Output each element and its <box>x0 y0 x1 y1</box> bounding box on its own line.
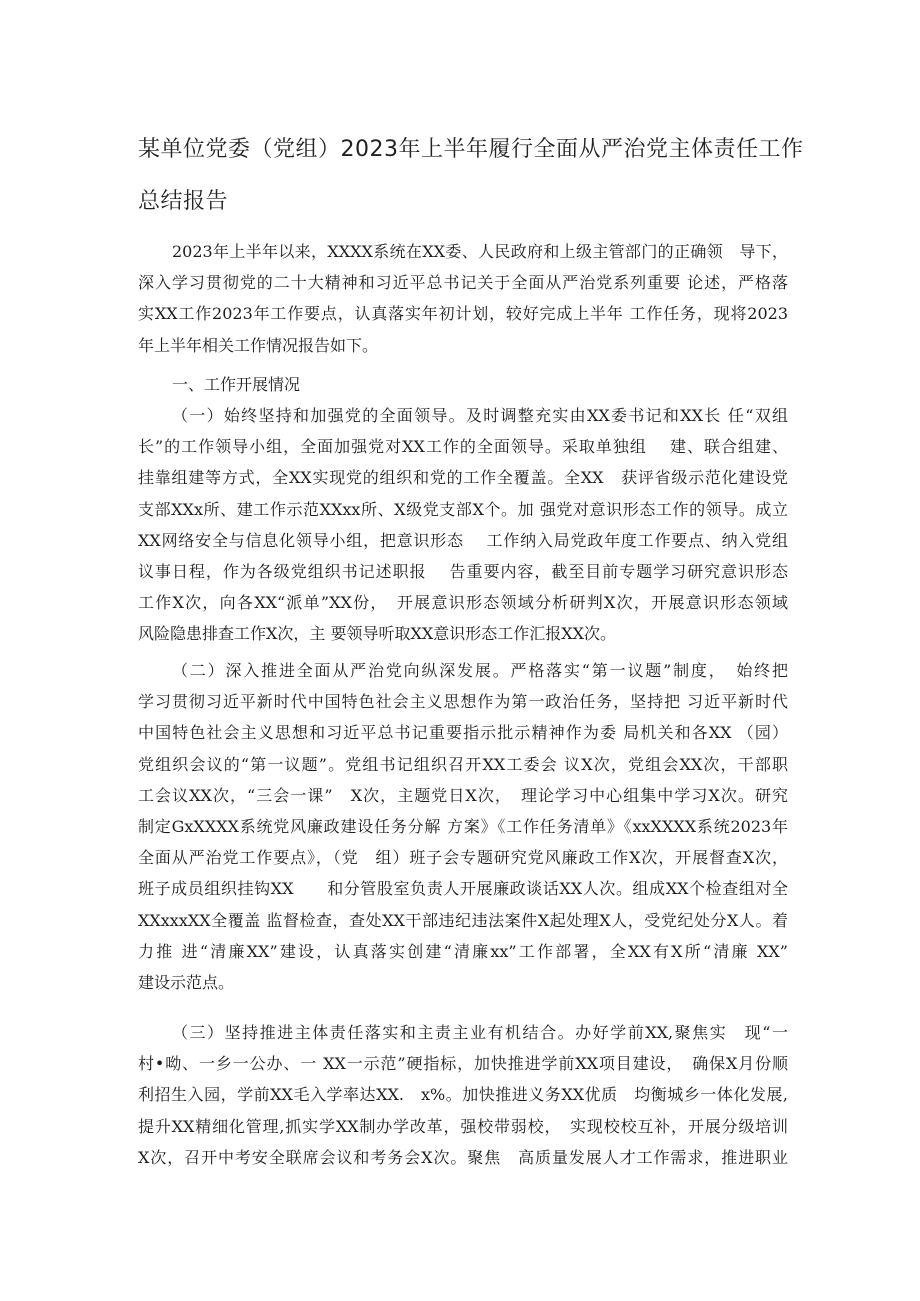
text-line: X次，召开中考安全联席会议和考务会X次。聚焦 高质量发展人才工作需求，推进职业 <box>138 1147 788 1167</box>
text-line: 2023年上半年以来，XXXX系统在XX委、人民政府和上级主管部门的正确领 导下， <box>172 242 788 261</box>
text-line: （三）坚持推进主体责任落实和主责主业有机结合。办好学前XX,聚焦实 现“一 <box>172 1023 788 1042</box>
text-line: 挂靠组建等方式，全XX实现党的组织和党的工作全覆盖。全XX 获评省级示范化建设党 <box>138 468 788 488</box>
text-line: 长”的工作领导小组，全面加强党对XX工作的全面领导。采取单独组 建、联合组建、 <box>138 437 788 457</box>
text-line: （二）深入推进全面从严治党向纵深发展。严格落实“第一议题”制度， 始终把 <box>172 661 788 680</box>
text-line: 工会议XX次，“三会一课” X次，主题党日X次， 理论学习中心组集中学习X次。研究 <box>138 785 788 805</box>
text-line: 建设示范点。 <box>138 972 235 992</box>
text-line: 深入学习贯彻党的二十大精神和习近平总书记关于全面从严治党系列重要 论述，严格落 <box>138 273 788 293</box>
intro-paragraph <box>138 236 788 361</box>
text-line: （一）始终坚持和加强党的全面领导。及时调整充实由XX委书记和XX长 任“双组 <box>172 406 788 425</box>
text-line: 议事日程，作为各级党组织书记述职报 告重要内容，截至目前专题学习研究意识形态 <box>138 561 788 581</box>
text-line: 年上半年相关工作情况报告如下。 <box>138 335 379 355</box>
text-line: 力推 进“清廉XX”建设，认真落实创建“清廉xx”工作部署，全XX有X所“清廉 XX” <box>138 941 788 961</box>
text-line: 利招生入园，学前XX毛入学率达XX. x%。加快推进义务XX优质 均衡城乡一体化发展, <box>138 1085 788 1105</box>
text-line: 实XX工作2023年工作要点，认真落实年初计划，较好完成上半年 工作任务，现将2023 <box>138 304 788 324</box>
text-line: 制定GxXXXX系统党风廉政建设任务分解 方案》《工作任务清单》《xxXXXX系统2023年 <box>138 816 788 836</box>
text-line: 村•呦、一乡一公办、一 XX一示范”硬指标，加快推进学前XX项目建设， 确保X月份顺 <box>138 1054 788 1074</box>
text-line: 学习贯彻习近平新时代中国特色社会主义思想作为第一政治任务，坚持把 习近平新时代 <box>138 692 788 712</box>
text-line: XX网络安全与信息化领导小组，把意识形态 工作纳入局党政年度工作要点、纳入党组 <box>138 530 788 550</box>
document-title-line-1: 某单位党委（党组）2023年上半年履行全面从严治党主体责任工作 <box>138 137 804 162</box>
text-line: 全面从严治党工作要点》，（党 组）班子会专题研究党风廉政工作X次，开展督查X次， <box>138 848 788 868</box>
paragraph-2 <box>138 655 788 998</box>
text-line: 班子成员组织挂钩XX 和分管股室负责人开展廉政谈话XX人次。组成XX个检查组对全 <box>138 879 788 899</box>
text-line: 中国特色社会主义思想和习近平总书记重要指示批示精神作为委 局机关和各XX （园） <box>138 723 788 743</box>
section-heading: 一、工作开展情况 <box>172 375 301 394</box>
text-line: 提升XX精细化管理,抓实学XX制办学改革，强校带弱校， 实现校校互补，开展分级培训 <box>138 1116 788 1136</box>
document-title-line-2: 总结报告 <box>138 189 229 214</box>
text-line: 工作X次，向各XX“派单”XX份， 开展意识形态领域分析研判X次，开展意识形态领域 <box>138 593 788 613</box>
text-line: 党组织会议的“第一议题”。党组书记组织召开XX工委会 议X次，党组会XX次，干部职 <box>138 754 788 774</box>
text-line: 支部XXx所、建工作示范XXxx所、X级党支部X个。加 强党对意识形态工作的领导。成立 <box>138 499 788 519</box>
paragraph-3 <box>138 1017 788 1173</box>
text-line: XXxxxXX全覆盖 监督检查，查处XX干部违纪违法案件X起处理X人，受党纪处分X人。着 <box>138 910 788 930</box>
paragraph-1 <box>138 400 788 650</box>
text-line: 风险隐患排查工作X次，主 要领导听取XX意识形态工作汇报XX次。 <box>138 624 617 644</box>
